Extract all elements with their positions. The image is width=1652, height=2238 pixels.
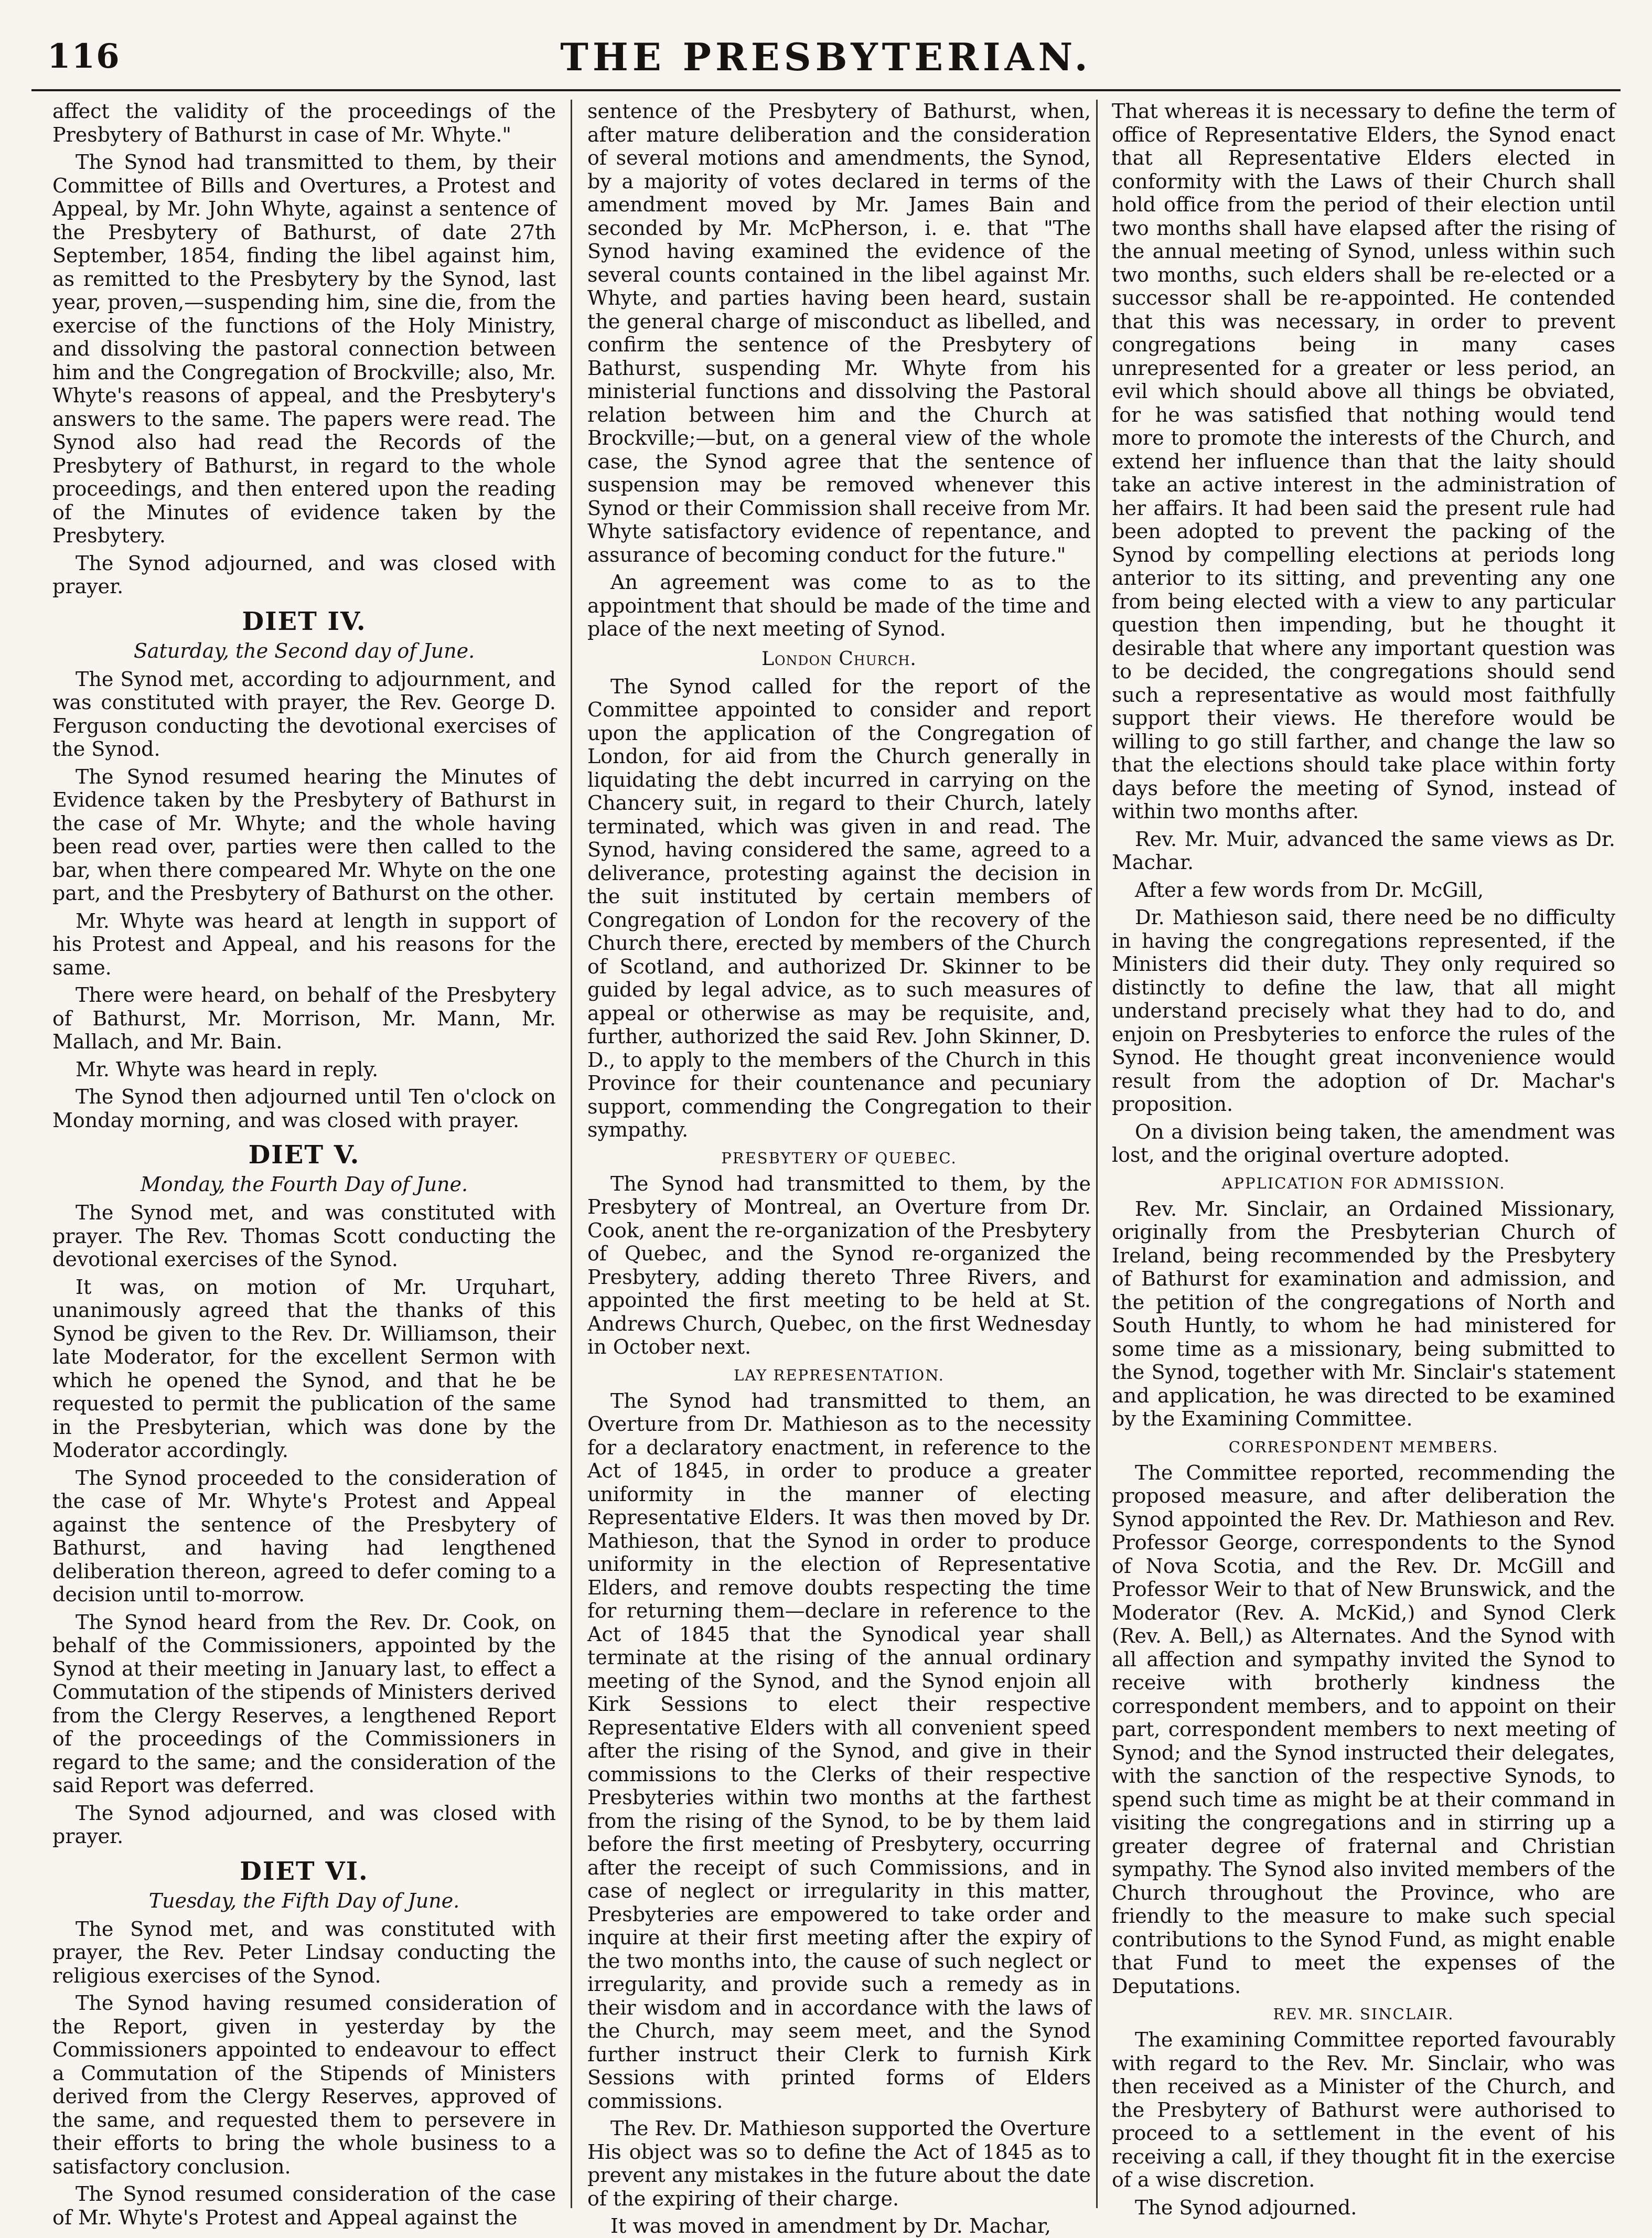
paragraph: The Committee reported, recommending the proposed measure, and after deliberation the Synod appointed the Rev. Dr. Mathieson and Rev. Professor George, correspondents to the Synod of Nova Scotia, and the Rev. Dr. McGill and Professor Weir to that of New Brunswick, and the Moderator (Rev. A. McKid,) and Synod Clerk (Rev. A. Bell,) as Alternates. And the Synod with all affection and sympathy invited the Synod to receive with brotherly kindness the correspondent members, and to appoint on their part, correspondent members to next meeting of Synod; and the Synod instructed their delegates, with the sanction of the respective Synods, to spend such time as might be at their command in visiting the congregations and in stirring up a greater degree of fraternal and Christian sympathy. The Synod also invited members of the Church throughout the Province, who are friendly to the measure to make such special contributions to the Synod Fund, as might enable that Fund to meet the expenses of the Deputations.	[1112, 1461, 1615, 1998]
article-columns	[31, 100, 1621, 2237]
section-heading-london-church: London Church.	[761, 648, 917, 670]
paragraph: It was, on motion of Mr. Urquhart, unanimously agreed that the thanks of this Synod be given to the Rev. Dr. Williamson, their late Moderator, for the excellent Sermon with which he opened the Synod, and that he be requested to permit the publication of the same in the Presbyterian, which was done by the Moderator accordingly.	[52, 1275, 556, 1462]
masthead-title: THE PRESBYTERIAN.	[560, 35, 1092, 79]
paragraph: The Synod adjourned.	[1135, 2196, 1357, 2219]
section-heading-correspondent-members: CORRESPONDENT MEMBERS.	[1228, 1438, 1499, 1456]
paragraph: The Synod met, and was constituted with prayer. The Rev. Thomas Scott conducting the devotional exercises of the Synod.	[52, 1201, 556, 1271]
paragraph: There were heard, on behalf of the Presbytery of Bathurst, Mr. Morrison, Mr. Mann, Mr. Mallach, and Mr. Bain.	[52, 983, 556, 1053]
paragraph: Mr. Whyte was heard in reply.	[76, 1057, 379, 1081]
column-2	[587, 100, 1091, 2237]
section-heading-rev-mr-sinclair: REV. MR. SINCLAIR.	[1273, 2005, 1454, 2023]
paragraph: It was moved in amendment by Dr. Machar,	[610, 2214, 1051, 2237]
paragraph: The Synod having resumed consideration of the Report, given in yesterday by the Commissioners appointed to endeavour to effect a Commutation of the Stipends of Ministers derived from the Clergy Reserves, approved of the same, and requested them to persevere in their efforts to bring the whole business to a satisfactory conclusion.	[52, 1991, 556, 2178]
paragraph: An agreement was come to as to the appointment that should be made of the time and place of the next meeting of Synod.	[587, 571, 1091, 640]
paragraph: The Synod resumed hearing the Minutes of Evidence taken by the Presbytery of Bathurst in the case of Mr. Whyte; and the whole having been read over, parties were then called to the bar, when there compeared Mr. Whyte on the one part, and the Presbytery of Bathurst on the other.	[52, 765, 556, 905]
paragraph: The Synod adjourned, and was closed with prayer.	[52, 551, 556, 598]
paragraph: The Synod heard from the Rev. Dr. Cook, on behalf of the Commissioners, appointed by the Synod at their meeting in January last, to effect a Commutation of the stipends of Ministers derived from the Clergy Reserves, a lengthened Report of the proceedings of the Commissioners in regard to the same; and the consideration of the said Report was deferred.	[52, 1610, 556, 1797]
diet-date: Saturday, the Second day of June.	[133, 639, 475, 662]
section-heading-presbytery-of-quebec: PRESBYTERY OF QUEBEC.	[721, 1149, 957, 1167]
paragraph: The Synod adjourned, and was closed with prayer.	[52, 1801, 556, 1848]
diet-heading: DIET IV.	[242, 606, 367, 636]
paragraph: The Synod had transmitted to them, an Overture from Dr. Mathieson as to the necessity for a declaratory enactment, in reference to the Act of 1845, in order to produce a greater uniformity in the manner of electing Representative Elders. It was then moved by Dr. Mathieson, that the Synod in order to produce uniformity in the election of Representative Elders, and remove doubts respecting the time for returning them—declare in reference to the Act of 1845 that the Synodical year shall terminate at the rising of the annual ordinary meeting of the Synod, and the Synod enjoin all Kirk Sessions to elect their respective Representative Elders with all convenient speed after the rising of the Synod, and give in their commissions to the Clerks of their respective Presbyteries within two months at the farthest from the rising of the Synod, to be by them laid before the first meeting of Presbytery, occurring after the receipt of such Commissions, and in case of neglect or irregularity in this matter, Presbyteries are empowered to take order and inquire at their first meeting after the expiry of the two months into, the cause of such neglect or irregularity, and provide such a remedy as in their wisdom and in accordance with the laws of the Church, may seem meet, and the Synod further instruct their Clerk to furnish Kirk Sessions with printed forms of Elders commissions.	[587, 1389, 1091, 2113]
paragraph: Dr. Mathieson said, there need be no difficulty in having the congregations represented, if the Ministers did their duty. They only required so distinctly to define the law, that all might understand precisely what they had to do, and enjoin on Presbyteries to enforce the rules of the Synod. He thought great inconvenience would result from the adoption of Dr. Machar's proposition.	[1112, 906, 1615, 1116]
paragraph: Rev. Mr. Muir, advanced the same views as Dr. Machar.	[1112, 827, 1615, 874]
paragraph: The Synod called for the report of the Committee appointed to consider and report upon the application of the Congregation of London, for aid from the Church generally in liquidating the debt incurred in carrying on the Chancery suit, in regard to their Church, lately terminated, which was given in and read. The Synod, having considered the same, agreed to a deliverance, protesting against the decision in the suit instituted by certain members of Congregation of London for the recovery of the Church there, erected by members of the Church of Scotland, and authorized Dr. Skinner to be guided by legal advice, as to such measures of appeal or otherwise as may be requisite, and, further, authorized the said Rev. John Skinner, D. D., to apply to the members of the Church in this Province for their countenance and pecuniary support, commending the Congregation to their sympathy.	[587, 674, 1091, 1141]
paragraph: The Synod proceeded to the consideration of the case of Mr. Whyte's Protest and Appeal against the sentence of the Presbytery of Bathurst, and having had lengthened deliberation thereon, agreed to defer coming to a decision until to-morrow.	[52, 1466, 556, 1606]
paragraph: After a few words from Dr. McGill,	[1135, 878, 1484, 902]
newspaper-page	[31, 21, 1621, 2237]
page-header	[31, 21, 1621, 91]
diet-date: Monday, the Fourth Day of June.	[140, 1173, 468, 1196]
column-rule	[1096, 100, 1098, 2208]
diet-heading: DIET VI.	[240, 1856, 369, 1886]
diet-heading: DIET V.	[248, 1140, 360, 1170]
paragraph: The Synod then adjourned until Ten o'clock on Monday morning, and was closed with prayer.	[52, 1085, 556, 1132]
diet-date: Tuesday, the Fifth Day of June.	[148, 1889, 460, 1912]
section-heading-application-for-admission: APPLICATION FOR ADMISSION.	[1221, 1174, 1506, 1192]
column-1	[52, 100, 556, 2229]
page-number: 116	[47, 37, 121, 76]
paragraph: sentence of the Presbytery of Bathurst, when, after mature deliberation and the consideration of several motions and amendments, the Synod, by a majority of votes declared in terms of the amendment moved by Mr. James Bain and seconded by Mr. McPherson, i. e. that "The Synod having examined the evidence of the several counts contained in the libel against Mr. Whyte, and parties having been heard, sustain the general charge of misconduct as libelled, and confirm the sentence of the Presbytery of Bathurst, suspending Mr. Whyte from his ministerial functions and dissolving the Pastoral relation between him and the Church at Brockville;—but, on a general view of the whole case, the Synod agree that the sentence of suspension may be removed whenever this Synod or their Commission shall receive from Mr. Whyte satisfactory evidence of repentance, and assurance of becoming conduct for the future."	[587, 100, 1091, 566]
paragraph: The Synod had transmitted to them, by the Presbytery of Montreal, an Overture from Dr. Cook, anent the re-organization of the Presbytery of Quebec, and the Synod re-organized the Presbytery, adding thereto Three Rivers, and appointed the first meeting to be held at St. Andrews Church, Quebec, on the first Wednesday in October next.	[587, 1172, 1091, 1358]
column-3	[1112, 100, 1615, 2219]
paragraph: The Synod met, and was constituted with prayer, the Rev. Peter Lindsay conducting the religious exercises of the Synod.	[52, 1917, 556, 1987]
paragraph: The Synod had transmitted to them, by their Committee of Bills and Overtures, a Protest and Appeal, by Mr. John Whyte, against a sentence of the Presbytery of Bathurst, of date 27th September, 1854, finding the libel against him, as remitted to the Presbytery by the Synod, last year, proven,—suspending him, sine die, from the exercise of the functions of the Holy Ministry, and dissolving the pastoral connection between him and the Congregation of Brockville; also, Mr. Whyte's reasons of appeal, and the Presbytery's answers to the same. The papers were read. The Synod also had read the Records of the Presbytery of Bathurst, in regard to the whole proceedings, and then entered upon the reading of the Minutes of evidence taken by the Presbytery.	[52, 151, 556, 547]
column-rule	[571, 100, 572, 2208]
paragraph: affect the validity of the proceedings of the Presbytery of Bathurst in case of Mr. Whyte."	[52, 100, 556, 146]
paragraph: The Synod met, according to adjournment, and was constituted with prayer, the Rev. George D. Ferguson conducting the devotional exercises of the Synod.	[52, 667, 556, 761]
section-heading-lay-representation: LAY REPRESENTATION.	[734, 1366, 945, 1384]
paragraph: The Synod resumed consideration of the case of Mr. Whyte's Protest and Appeal against the	[52, 2182, 556, 2229]
paragraph: The Rev. Dr. Mathieson supported the Overture His object was so to define the Act of 1845 as to prevent any mistakes in the future about the date of the expiring of their charge.	[587, 2117, 1091, 2210]
paragraph: That whereas it is necessary to define the term of office of Representative Elders, the Synod enact that all Representative Elders elected in conformity with the Laws of their Church shall hold office from the period of their election until two months shall have elapsed after the rising of the annual meeting of Synod, unless within such two months, such elders shall be re-elected or a successor shall be re-appointed. He contended that this was necessary, in order to prevent congregations being in many cases unrepresented for a greater or less period, an evil which should above all things be obviated, for he was satisfied that nothing would tend more to promote the interests of the Church, and extend her influence than that the laity should take an active interest in the administration of her affairs. It had been said the present rule had been adopted to prevent the packing of the Synod by compelling elections at periods long anterior to its sitting, and preventing any one from being elected with a view to any particular question then impending, but he thought it desirable that where any important question was to be decided, the congregations should send such a representative as would most faithfully support their views. He therefore would be willing to go still farther, and change the law so that the elections should take place within forty days before the meeting of Synod, instead of within two months after.	[1112, 100, 1615, 823]
paragraph: Rev. Mr. Sinclair, an Ordained Missionary, originally from the Presbyterian Church of Ireland, being recommended by the Presbytery of Bathurst for examination and admission, and the petition of the congregations of North and South Huntly, to whom he had ministered for some time as a missionary, being submitted to the Synod, together with Mr. Sinclair's statement and application, he was directed to be examined by the Examining Committee.	[1112, 1197, 1615, 1430]
paragraph: The examining Committee reported favourably with regard to the Rev. Mr. Sinclair, who was then received as a Minister of the Church, and the Presbytery of Bathurst were authorised to proceed to a settlement in the event of his receiving a call, if they thought fit in the exercise of a wise discretion.	[1112, 2028, 1615, 2191]
paragraph: On a division being taken, the amendment was lost, and the original overture adopted.	[1112, 1120, 1615, 1166]
paragraph: Mr. Whyte was heard at length in support of his Protest and Appeal, and his reasons for the same.	[52, 909, 556, 979]
